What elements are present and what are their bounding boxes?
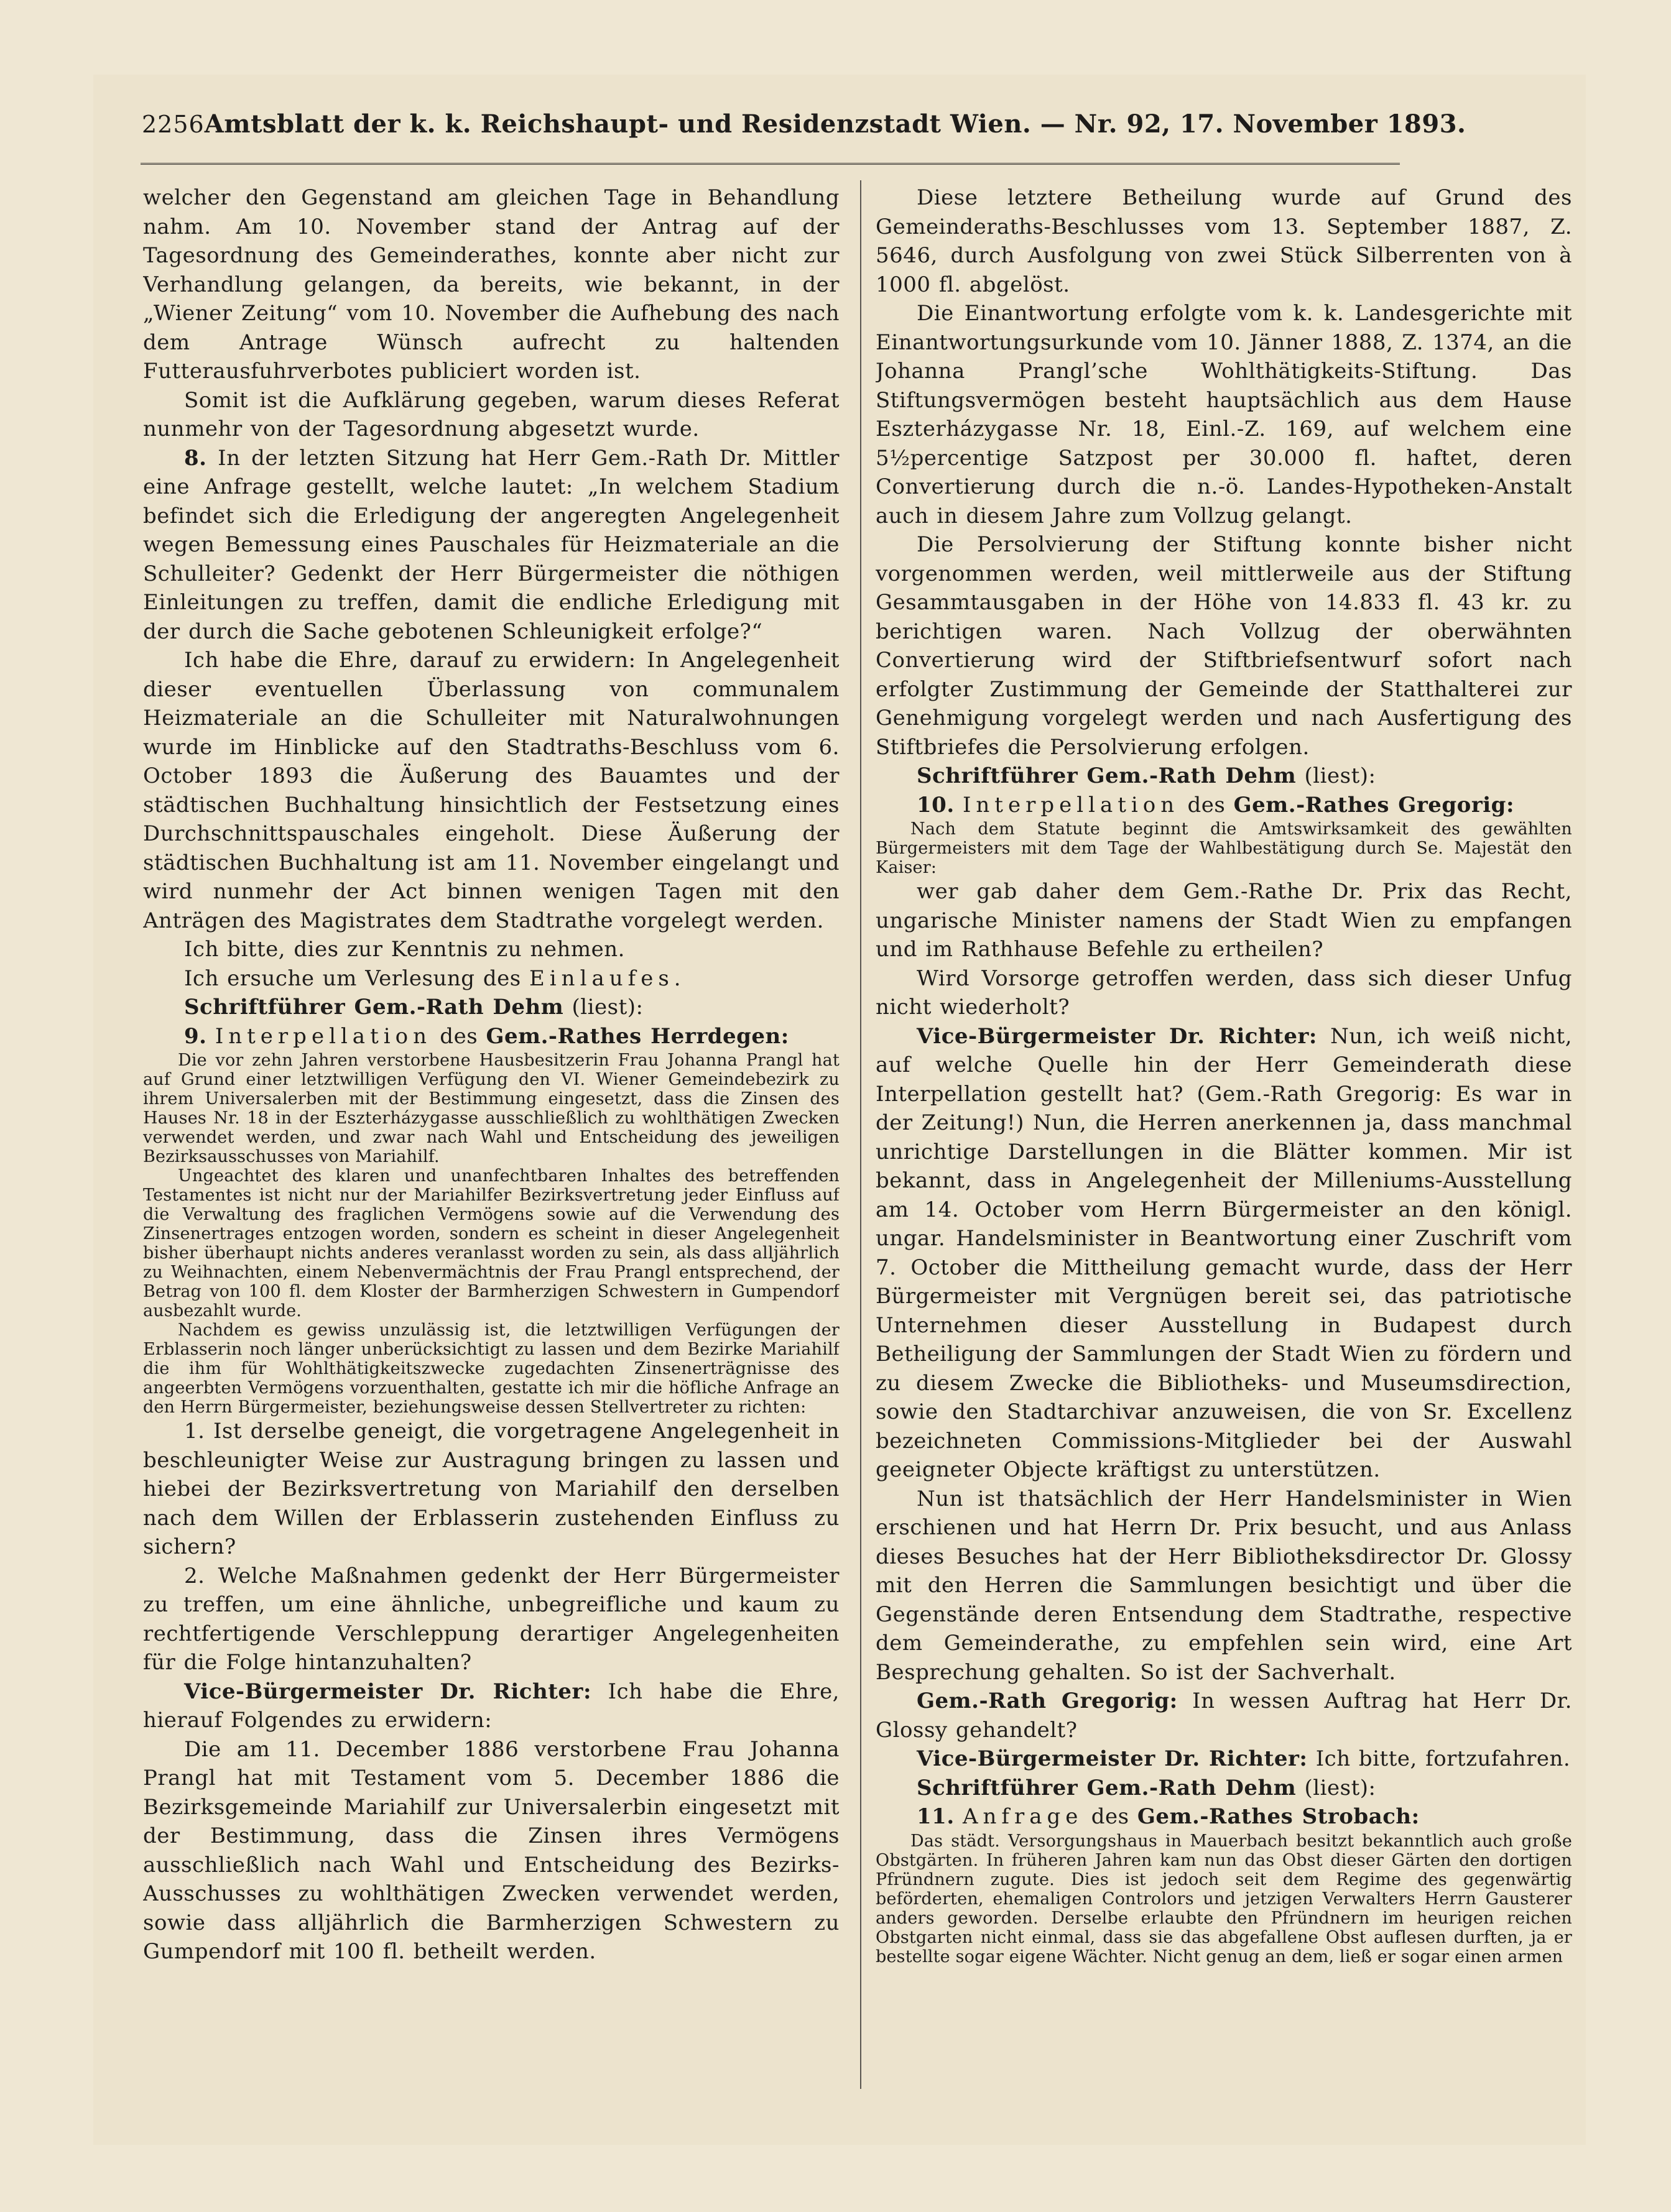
speaker-name: Schriftführer Gem.-Rath Dehm xyxy=(917,1775,1297,1800)
paragraph: Wird Vorsorge getroffen werden, dass sich dieser Unfug nicht wiederholt? xyxy=(876,965,1572,1020)
small-paragraph: Nachdem es gewiss unzulässig ist, die letztwilligen Verfügungen der Erblasserin noch länger unberücksichtigt zu lassen und dem Bezirke Mariahilf die ihm für Wohlthätigkeitszwecke zugedachten Zinsenerträgnisse des angeerbten Vermögens vorzuenthalten, gestatte ich mir die höfliche Anfrage an den Herrn Bürgermeister, beziehungsweise dessen Stellvertreter zu richten: xyxy=(143,1320,840,1417)
speaker-text: Ich bitte, fortzufahren. xyxy=(1307,1746,1571,1771)
header-rule xyxy=(141,163,1400,165)
small-paragraph: Die vor zehn Jahren verstorbene Hausbesitzerin Frau Johanna Prangl hat auf Grund einer letztwilligen Verfügung den VI. Wiener Gemeindebezirk zu ihrem Universalerben mit der Bestimmung eingesetzt, dass die Zinsen des Hauses Nr. 18 in der Eszterházygasse ausschließlich zu wohlthätigen Zwecken verwendet werden, und zwar nach Wahl und Entscheidung des jeweiligen Bezirksausschusses von Mariahilf. xyxy=(143,1051,840,1166)
paragraph: Diese letztere Betheilung wurde auf Grund des Gemeinderaths-Beschlusses vom 13. September 1887, Z. 5646, durch Ausfolgung von zwei Stück Silberrenten von à 1000 fl. abgelöst. xyxy=(876,185,1572,297)
speaker-line xyxy=(876,1687,1572,1744)
speaker-name: Schriftführer Gem.-Rath Dehm xyxy=(184,995,564,1020)
section-kind: Interpellation xyxy=(215,1023,432,1049)
section-kind: Interpellation xyxy=(962,792,1180,818)
page-number: 2256 xyxy=(142,111,205,138)
speaker-line xyxy=(876,762,1572,791)
column-divider xyxy=(860,180,861,2089)
speaker-line xyxy=(876,1744,1572,1774)
section-heading xyxy=(876,1802,1572,1832)
section-author: Gem.-Rathes Herrdegen: xyxy=(486,1023,789,1049)
question-item: 2. Welche Maßnahmen gedenkt der Herr Bürgermeister zu treffen, um eine ähnliche, unbegreifliche und kaum zu rechtfertigende Verschleppung derartiger Angelegenheiten für die Folge hintanzuhalten? xyxy=(143,1563,840,1675)
section-kind: Anfrage xyxy=(962,1804,1083,1829)
section-author: Gem.-Rathes Gregorig: xyxy=(1233,792,1514,818)
small-paragraph: Nach dem Statute beginnt die Amtswirksamkeit des gewählten Bürgermeisters mit dem Tage der Wahlbestätigung durch Se. Majestät den Kaiser: xyxy=(876,819,1572,877)
item-text: In der letzten Sitzung hat Herr Gem.-Rath Dr. Mittler eine Anfrage gestellt, welche lautet: „In welchem Stadium befindet sich die Erledigung der angeregten Angelegenheit wegen Bemessung eines Pauschales für Heizmateriale an die Schulleiter? Gedenkt der Herr Bürgermeister die nöthigen Einleitungen zu treffen, damit die endliche Erledigung mit der durch die Sache gebotenen Schleunigkeit erfolge?“ xyxy=(143,445,840,644)
speaker-text: Nun, ich weiß nicht, auf welche Quelle hin der Herr Gemeinderath diese Interpellation gestellt hat? (Gem.-Rath Gregorig: Es war in der Zeitung!) Nun, die Herren anerkennen ja, dass manchmal unrichtige Darstellungen in die Blätter kommen. Mir ist bekannt, dass in Angelegenheit der Milleniums-Ausstellung am 14. October vom Herrn Bürgermeister an den königl. ungar. Handelsminister in Beantwortung einer Zuschrift vom 7. October die Mittheilung gemacht wurde, dass der Herr Bürgermeister mit Vergnügen bereit sei, das patriotische Unternehmen dieser Ausstellung in Budapest durch Betheiligung der Sammlungen der Stadt Wien zu fördern und zu diesem Zwecke die Bibliotheks- und Museumsdirection, sowie den Stadtarchivar anzuweisen, die von Sr. Excellenz bezeichneten Commissions-Mitglieder bei der Auswahl geeigneter Objecte kräftigst zu unterstützen. xyxy=(876,1023,1572,1482)
paragraph: Ich bitte, dies zur Kenntnis zu nehmen. xyxy=(184,937,625,962)
section-heading xyxy=(876,791,1572,820)
section-des: des xyxy=(1179,792,1234,818)
speaker-name: Gem.-Rath Gregorig: xyxy=(917,1689,1178,1713)
paragraph: Die Persolvierung der Stiftung konnte bisher nicht vorgenommen werden, weil mittlerweile aus der Stiftung Gesammtausgaben in der Höhe von 14.833 fl. 43 kr. zu berichtigen waren. Nach Vollzug der oberwähnten Convertierung wird der Stiftbriefsentwurf sofort nach erfolgter Zustimmung der Gemeinde der Statthalterei zur Genehmigung vorgelegt werden und nach Ausfertigung des Stiftbriefes die Persolvierung erfolgen. xyxy=(876,532,1572,760)
section-number: 11. xyxy=(917,1804,955,1829)
small-paragraph: Das städt. Versorgungshaus in Mauerbach besitzt bekanntlich auch große Obstgärten. In früheren Jahren kam nun das Obst dieser Gärten den dortigen Pfründnern zugute. Dies ist jedoch seit dem Regime des gegenwärtig beförderten, ehemaligen Controlors und jetzigen Verwalters Herrn Gausterer anders geworden. Derselbe erlaubte den Pfründnern im heurigen reichen Obstgarten nicht einmal, dass sie das abgefallene Obst auflesen durften, ja er bestellte sogar eigene Wächter. Nicht genug an dem, ließ er sogar einen armen xyxy=(876,1831,1572,1966)
small-paragraph: Ungeachtet des klaren und unanfechtbaren Inhaltes des betreffenden Testamentes ist nicht nur der Mariahilfer Bezirksvertretung jeder Einfluss auf die Verwaltung des fraglichen Vermögens sowie auf die Verwendung des Zinsenertrages entzogen worden, sondern es scheint in dieser Angelegenheit bisher überhaupt nichts anderes veranlasst worden zu sein, als dass alljährlich zu Weihnachten, einem Nebenvermächtnis der Frau Prangl entsprechend, der Betrag von 100 fl. dem Kloster der Barmherzigen Schwestern in Gumpendorf ausbezahlt wurde. xyxy=(143,1166,840,1320)
paragraph: Die am 11. December 1886 verstorbene Frau Johanna Prangl hat mit Testament vom 5. December 1886 die Bezirksgemeinde Mariahilf zur Universalerbin eingesetzt mit der Bestimmung, dass die Zinsen ihres Vermögens ausschließlich nach Wahl und Entscheidung des Bezirks-Ausschusses zu wohlthätigen Zwecken verwendet werden, sowie dass alljährlich die Barmherzigen Schwestern zu Gumpendorf mit 100 fl. betheilt werden. xyxy=(143,1736,840,1964)
speaker-text: In wessen Auftrag hat Herr Dr. Glossy gehandelt? xyxy=(876,1689,1572,1743)
speaker-name: Vice-Bürgermeister Dr. Richter: xyxy=(184,1679,592,1704)
paragraph xyxy=(143,444,840,647)
spaced-word: Einlaufes. xyxy=(529,965,686,991)
paragraph: Ich habe die Ehre, darauf zu erwidern: In Angelegenheit dieser eventuellen Überlassung von communalem Heizmateriale an die Schulleiter mit Naturalwohnungen wurde im Hinblicke auf den Stadtraths-Beschluss vom 6. October 1893 die Äußerung des Bauamtes und der städtischen Buchhaltung hinsichtlich der Festsetzung eines Durchschnittspauschales eingeholt. Diese Äußerung der städtischen Buchhaltung ist am 11. November eingelangt und wird nunmehr der Act binnen wenigen Tagen mit den Anträgen des Magistrates dem Stadtrathe vorgelegt werden. xyxy=(143,648,840,933)
section-heading xyxy=(143,1022,840,1051)
speaker-line xyxy=(143,993,840,1022)
speaker-name: Vice-Bürgermeister Dr. Richter: xyxy=(917,1023,1317,1049)
speaker-tail: (liest): xyxy=(1296,1775,1376,1800)
question-item: 1. Ist derselbe geneigt, die vorgetragene Angelegenheit in beschleunigter Weise zur Austragung bringen zu lassen und hiebei der Bezirksvertretung von Mariahilf den derselben nach dem Willen der Erblasserin zustehenden Einfluss zu sichern? xyxy=(143,1419,840,1559)
section-des: des xyxy=(1083,1804,1137,1829)
right-column xyxy=(876,183,1572,2098)
left-column xyxy=(143,183,840,2098)
speaker-name: Vice-Bürgermeister Dr. Richter: xyxy=(917,1746,1308,1771)
paragraph: wer gab daher dem Gem.-Rathe Dr. Prix das Recht, ungarische Minister namens der Stadt Wien zu empfangen und im Rathhause Befehle zu ertheilen? xyxy=(876,879,1572,962)
section-des: des xyxy=(432,1023,486,1049)
section-number: 10. xyxy=(917,792,955,818)
text: Ich ersuche um Verlesung des xyxy=(184,965,529,991)
page-header xyxy=(142,109,1466,159)
paragraph: Somit ist die Aufklärung gegeben, warum dieses Referat nunmehr von der Tagesordnung abgesetzt wurde. xyxy=(143,387,840,441)
speaker-line xyxy=(143,1677,840,1735)
section-author: Gem.-Rathes Strobach: xyxy=(1137,1804,1420,1829)
speaker-line xyxy=(876,1774,1572,1803)
speaker-tail: (liest): xyxy=(563,995,644,1020)
paragraph: Nun ist thatsächlich der Herr Handelsminister in Wien erschienen und hat Herrn Dr. Prix besucht, und aus Anlass dieses Besuches hat der Herr Bibliotheksdirector Dr. Glossy mit den Herren die Sammlungen besichtigt und über die Gegenstände deren Entsendung dem Stadtrathe, respective dem Gemeinderathe, zu empfehlen sein wird, eine Art Besprechung gehalten. So ist der Sachverhalt. xyxy=(876,1486,1572,1685)
speaker-text: Ich habe die Ehre, hierauf Folgendes zu erwidern: xyxy=(143,1679,840,1733)
item-number: 8. xyxy=(184,445,207,471)
speaker-tail: (liest): xyxy=(1296,763,1376,788)
paragraph xyxy=(143,964,840,993)
section-number: 9. xyxy=(184,1023,207,1049)
speaker-line xyxy=(876,1022,1572,1485)
paragraph: welcher den Gegenstand am gleichen Tage in Behandlung nahm. Am 10. November stand der Antrag auf der Tagesordnung des Gemeinderathes, konnte aber nicht zur Verhandlung gelangen, da bereits, wie bekannt, in der „Wiener Zeitung“ vom 10. November die Aufhebung des nach dem Antrage Wünsch aufrecht zu haltenden Futterausfuhrverbotes publiciert worden ist. xyxy=(143,185,840,384)
paragraph: Die Einantwortung erfolgte vom k. k. Landesgerichte mit Einantwortungsurkunde vom 10. Jänner 1888, Z. 1374, an die Johanna Prangl’sche Wohlthätigkeits-Stiftung. Das Stiftungsvermögen besteht hauptsächlich aus dem Hause Eszterházygasse Nr. 18, Einl.-Z. 169, auf welchem eine 5½percentige Satzpost per 30.000 fl. haftet, deren Convertierung durch die n.-ö. Landes-Hypotheken-Anstalt auch in diesem Jahre zum Vollzug gelangt. xyxy=(876,301,1572,528)
speaker-name: Schriftführer Gem.-Rath Dehm xyxy=(917,763,1297,788)
running-title: Amtsblatt der k. k. Reichshaupt- und Residenzstadt Wien. — Nr. 92, 17. November 1893. xyxy=(204,109,1466,139)
